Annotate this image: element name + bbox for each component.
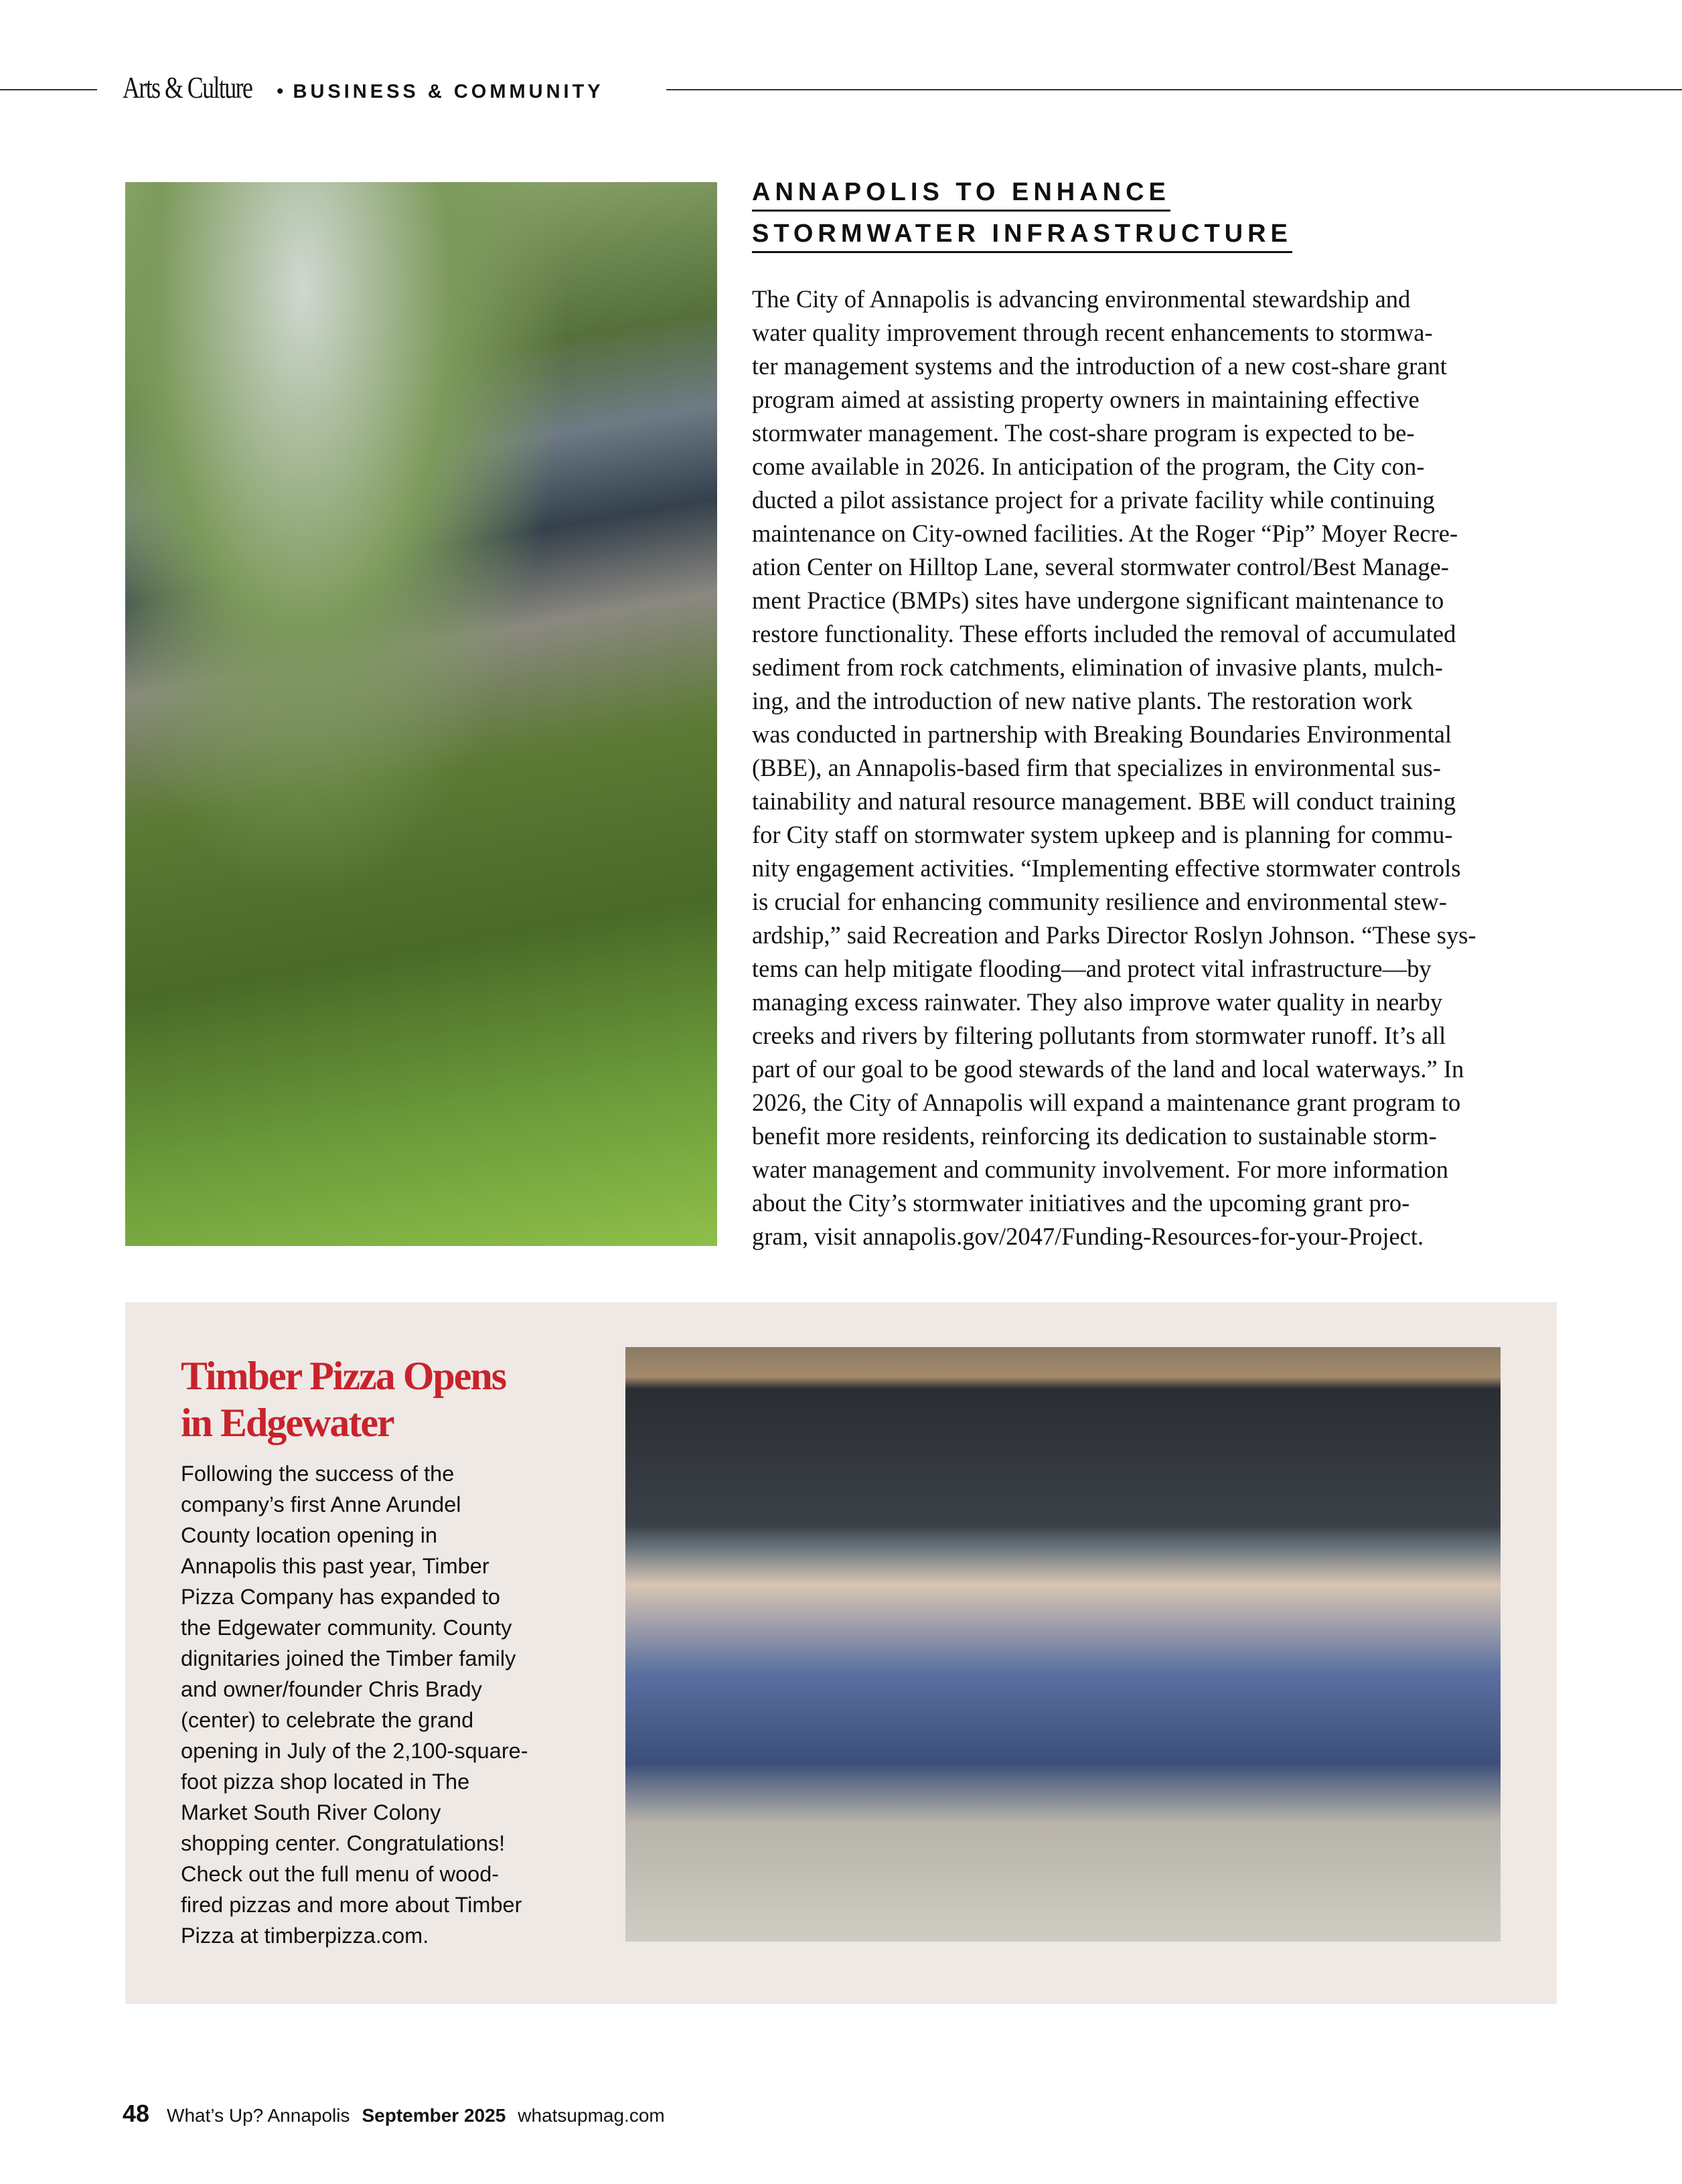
text-line: gram, visit annapolis.gov/2047/Funding-Resources-for-your-Project.: [752, 1223, 1424, 1250]
text-line: is crucial for enhancing community resilience and environmental stew-: [752, 888, 1447, 915]
section-name: Arts & Culture: [123, 70, 252, 104]
page-footer: [123, 2100, 665, 2128]
text-line: water quality improvement through recent enhancements to stormwa-: [752, 319, 1433, 346]
text-line: foot pizza shop located in The: [181, 1770, 470, 1794]
text-line: dignitaries joined the Timber family: [181, 1646, 516, 1670]
text-line: the Edgewater community. County: [181, 1616, 512, 1640]
text-line: ducted a pilot assistance project for a private facility while continuing: [752, 486, 1435, 514]
text-line: ation Center on Hilltop Lane, several stormwater control/Best Manage-: [752, 553, 1449, 580]
text-line: ment Practice (BMPs) sites have undergone significant maintenance to: [752, 587, 1444, 614]
separator: •: [277, 80, 284, 102]
text-line: ardship,” said Recreation and Parks Director Roslyn Johnson. “These sys-: [752, 921, 1476, 949]
text-line: company’s first Anne Arundel: [181, 1492, 461, 1516]
page-number: 48: [123, 2100, 150, 2127]
text-line: shopping center. Congratulations!: [181, 1831, 506, 1855]
text-line: sediment from rock catchments, elimination of invasive plants, mulch-: [752, 653, 1443, 681]
text-line: ing, and the introduction of new native plants. The restoration work: [752, 687, 1413, 714]
stormwater-garden-photo: [125, 182, 717, 1246]
issue-date: September 2025: [362, 2105, 506, 2126]
text-line: (center) to celebrate the grand: [181, 1708, 474, 1732]
headline-line: STORMWATER INFRASTRUCTURE: [752, 220, 1292, 253]
text-line: Following the success of the: [181, 1462, 455, 1486]
text-line: Pizza at timberpizza.com.: [181, 1924, 429, 1948]
text-line: water management and community involvement. For more information: [752, 1156, 1448, 1183]
text-line: part of our goal to be good stewards of the land and local waterways.” In: [752, 1055, 1464, 1083]
text-line: stormwater management. The cost-share program is expected to be-: [752, 419, 1415, 447]
text-line: Check out the full menu of wood-: [181, 1862, 500, 1886]
title-line: Timber Pizza Opens: [181, 1354, 506, 1398]
text-line: maintenance on City-owned facilities. At the Roger “Pip” Moyer Recre-: [752, 520, 1458, 547]
magazine-name: What’s Up? Annapolis: [167, 2105, 350, 2126]
text-line: tainability and natural resource management. BBE will conduct training: [752, 787, 1456, 815]
text-line: opening in July of the 2,100-square-: [181, 1739, 528, 1763]
text-line: ter management systems and the introduction of a new cost-share grant: [752, 352, 1447, 380]
article-body: [752, 283, 1562, 1253]
text-line: managing excess rainwater. They also improve water quality in nearby: [752, 988, 1443, 1016]
text-line: fired pizzas and more about Timber: [181, 1893, 522, 1917]
text-line: Market South River Colony: [181, 1800, 441, 1824]
text-line: (BBE), an Annapolis-based firm that specializes in environmental sus-: [752, 754, 1441, 781]
timber-pizza-group-photo: [625, 1347, 1501, 1942]
text-line: restore functionality. These efforts included the removal of accumulated: [752, 620, 1456, 647]
title-line: in Edgewater: [181, 1401, 394, 1445]
text-line: tems can help mitigate flooding—and protect vital infrastructure—by: [752, 955, 1432, 982]
text-line: was conducted in partnership with Breaking Boundaries Environmental: [752, 720, 1452, 748]
header-rule-left: [0, 89, 97, 90]
text-line: benefit more residents, reinforcing its dedication to sustainable storm-: [752, 1122, 1437, 1150]
header-rule-right: [666, 89, 1682, 90]
article-headline: [752, 178, 1292, 261]
sidebar-body: [181, 1458, 528, 1951]
category-name: BUSINESS & COMMUNITY: [293, 81, 604, 102]
text-line: for City staff on stormwater system upkeep and is planning for commu-: [752, 821, 1453, 848]
text-line: 2026, the City of Annapolis will expand a maintenance grant program to: [752, 1089, 1461, 1116]
section-header: [123, 70, 604, 105]
text-line: about the City’s stormwater initiatives and the upcoming grant pro-: [752, 1189, 1410, 1217]
text-line: County location opening in: [181, 1523, 438, 1547]
text-line: program aimed at assisting property owners in maintaining effective: [752, 386, 1420, 413]
sidebar-title: [181, 1352, 506, 1446]
text-line: and owner/founder Chris Brady: [181, 1677, 482, 1701]
text-line: creeks and rivers by filtering pollutants from stormwater runoff. It’s all: [752, 1022, 1446, 1049]
text-line: Pizza Company has expanded to: [181, 1585, 500, 1609]
text-line: nity engagement activities. “Implementing effective stormwater controls: [752, 854, 1461, 882]
headline-line: ANNAPOLIS TO ENHANCE: [752, 178, 1170, 212]
text-line: The City of Annapolis is advancing environmental stewardship and: [752, 285, 1411, 313]
text-line: Annapolis this past year, Timber: [181, 1554, 489, 1578]
website: whatsupmag.com: [518, 2105, 665, 2126]
text-line: come available in 2026. In anticipation of the program, the City con-: [752, 453, 1425, 480]
